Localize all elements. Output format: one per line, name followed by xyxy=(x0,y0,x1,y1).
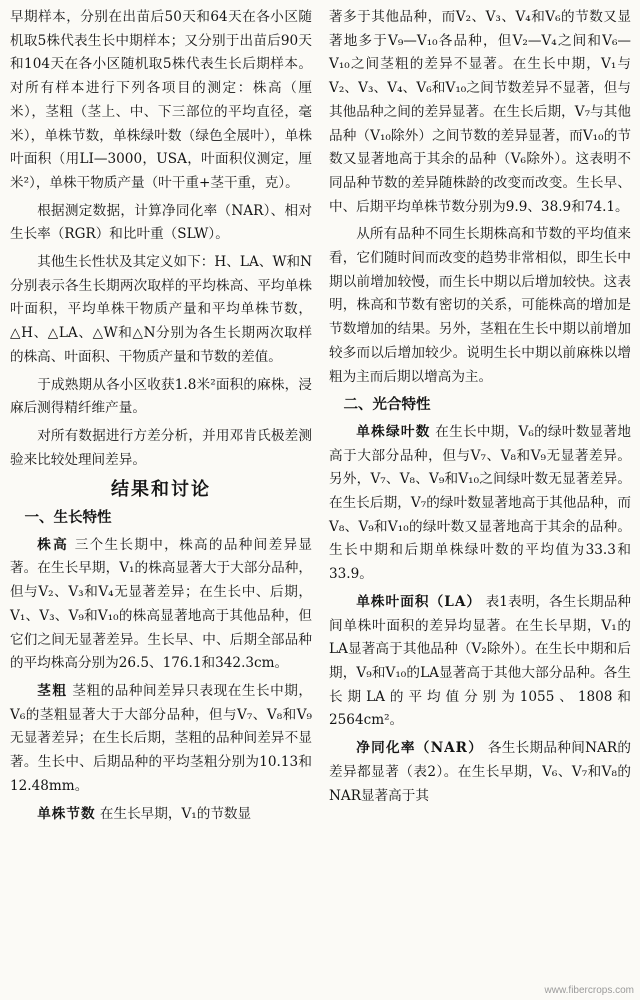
paragraph-stem-diameter xyxy=(10,680,312,799)
paragraph-node-number-continued: 著多于其他品种，而V₂、V₃、V₄和V₆的节数又显著地多于V₉—V₁₀各品种，但V₂—V₄之间和V₆—V₁₀之间茎粗的差异不显著。在生长中期，V₁与V₂、V₃、V₄、V₆和V₁₀之间节数差异不显著，但与其他品种之间的差异显著。在生长后期，V₇与其他品种（V₁₀除外）之间节数的差异显著，而V₁₀的节数又显著地高于其余的品种（V₆除外）。这表明不同品种节数的差异随株龄的改变而改变。生长早、中、后期平均单株节数分别为9.9、38.9和74.1。 xyxy=(329,9,631,215)
site-watermark: www.fibercrops.com xyxy=(544,985,634,996)
paragraph-plant-height xyxy=(10,534,312,676)
subsection-photosynthetic-characteristics: 二、光合特性 xyxy=(343,396,431,414)
text-leaf-area: 表1表明，各生长期品种间单株叶面积的差异均显著。在生长早期，V₁的LA显著高于其他品种（V₂除外）。在生长中期和后期，V₉和V₁₀的LA显著高于其他大部分品种。各生长期LA的平均值分别为1055、1808和2564cm²。 xyxy=(329,593,632,729)
subsection-growth-characteristics: 一、生长特性 xyxy=(24,509,112,527)
text-plant-height: 三个生长期中，株高的品种间差异显著。在生长早期，V₁的株高显著大于大部分品种，但与V₂、V₃和V₄无显著差异；在生长中、后期，V₁、V₃、V₉和V₁₀的株高显著地高于其他品种，但它们之间无显著差异。生长早、中、后期全部品种的平均株高分别为26.5、176.1和342.3cm。 xyxy=(10,536,313,672)
text-node-number: 在生长早期，V₁的节数显 xyxy=(99,805,252,822)
right-column xyxy=(329,6,631,812)
paragraph-node-number xyxy=(10,803,312,827)
paragraph-sampling-methods: 早期样本，分别在出苗后50天和64天在各小区随机取5株代表生长中期样本；又分别于出苗后90天和104天在各小区随机取5株代表生长后期样本。对所有样本进行下列各项目的测定：株高（厘米），茎粗（茎上、中、下三部位的平均直径，毫米），单株节数，单株绿叶数（绿色全展叶），单株叶面积（用LI—3000，USA，叶面积仪测定，厘米²），单株干物质产量（叶干重+茎干重，克）。 xyxy=(10,9,312,191)
paragraph-height-node-trend: 从所有品种不同生长期株高和节数的平均值来看，它们随时间而改变的趋势非常相似，即生长中期以前增加较慢，而生长中期以后增加较快。这表明，株高和节数有密切的关系，可能株高的增加是节数增加的结果。另外，茎粗在生长中期以前增加较多而以后增加较少。说明生长中期以前麻株以增粗为主而后期以增高为主。 xyxy=(329,226,631,385)
section-title-results: 结果和讨论 xyxy=(111,479,211,501)
label-leaf-area: 单株叶面积（LA） xyxy=(356,593,482,610)
label-nar: 净同化率（NAR） xyxy=(356,740,484,757)
text-nar: 各生长期品种间NAR的差异都显著（表2）。在生长早期，V₆、V₇和V₈的NAR显著高于其 xyxy=(329,740,631,804)
paragraph-nar xyxy=(329,737,631,808)
paragraph-trait-definitions: 其他生长性状及其定义如下：H、LA、W和N分别表示各生长期两次取样的平均株高、平均单株叶面积，平均单株干物质产量和平均单株节数，△H、△LA、△W和△N分别为各生长期两次取样的株高、叶面积、干物质产量和节数的差值。 xyxy=(10,254,312,365)
paragraph-growth-indices: 根据测定数据，计算净同化率（NAR）、相对生长率（RGR）和比叶重（SLW）。 xyxy=(10,202,312,243)
text-stem-diameter: 茎粗的品种间差异只表现在生长中期，V₆的茎粗显著大于大部分品种，但与V₇、V₈和V₉无显著差异；在生长后期，茎粗的品种间差异不显著。生长中、后期品种的平均茎粗分别为10.13和12.48mm。 xyxy=(10,682,312,794)
label-plant-height: 株高 xyxy=(37,536,70,553)
left-column xyxy=(10,6,312,830)
paragraph-leaf-area xyxy=(329,591,631,733)
label-green-leaf-number: 单株绿叶数 xyxy=(356,423,431,440)
paragraph-statistics: 对所有数据进行方差分析，并用邓肯氏极差测验来比较处理间差异。 xyxy=(10,427,312,468)
text-green-leaf-number: 在生长中期，V₆的绿叶数显著地高于大部分品种，但与V₇、V₈和V₉无显著差异。另外，V₇、V₈、V₉和V₁₀之间绿叶数无显著差异。在生长后期，V₇的绿叶数显著地高于其他品种，而V₈、V₉和V₁₀的绿叶数又显著地高于其余的品种。生长中期和后期单株绿叶数的平均值为33.3和33.9。 xyxy=(329,423,632,583)
paragraph-green-leaf-number xyxy=(329,421,631,587)
paragraph-fiber-yield: 于成熟期从各小区收获1.8米²面积的麻株，浸麻后测得精纤维产量。 xyxy=(10,376,312,417)
label-stem-diameter: 茎粗 xyxy=(37,682,68,699)
label-node-number: 单株节数 xyxy=(37,805,96,822)
